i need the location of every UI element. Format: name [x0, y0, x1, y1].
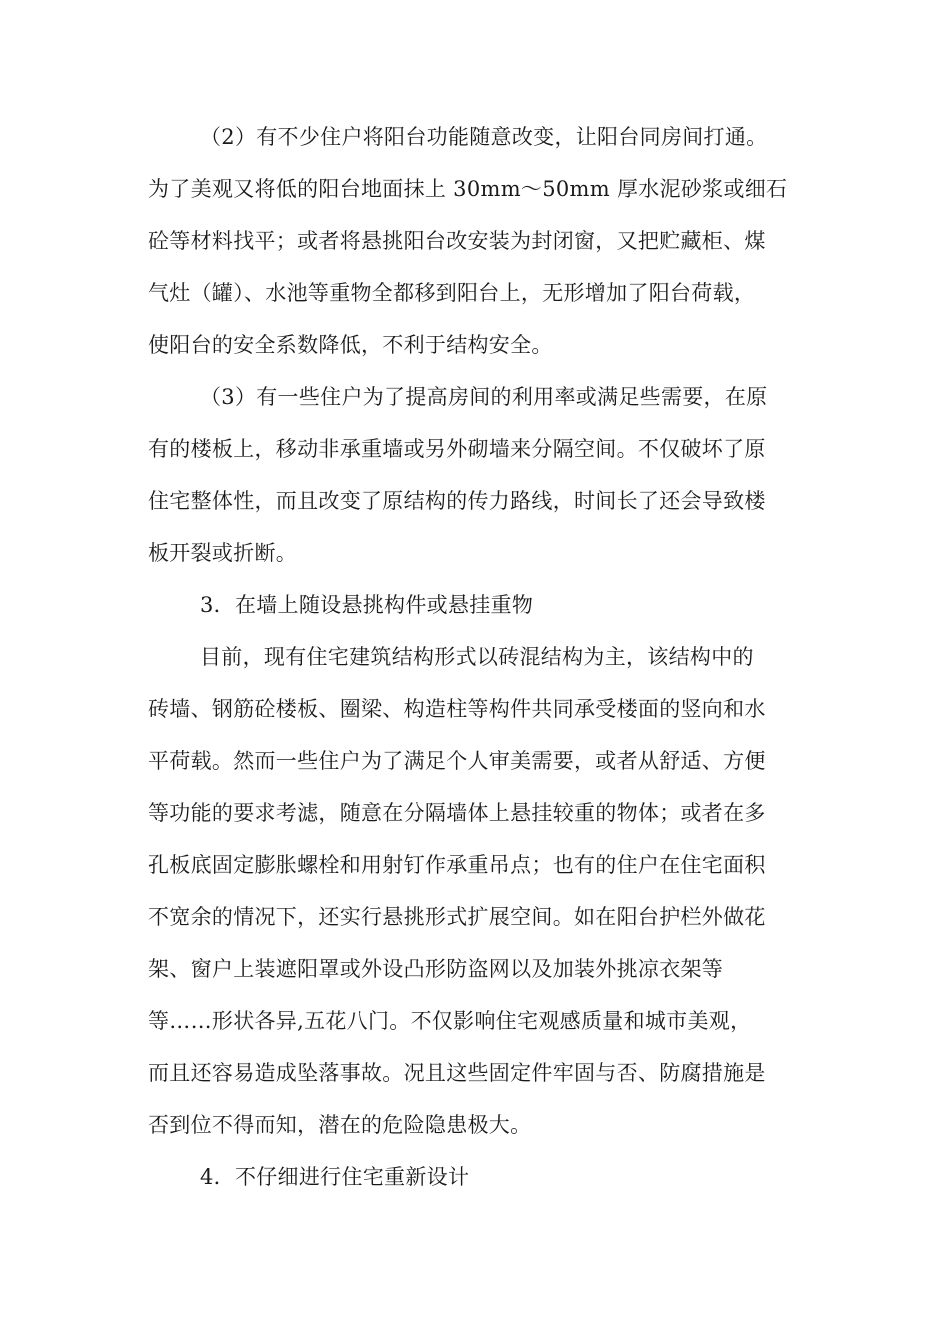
text-line: 砖墙、钢筋砼楼板、圈梁、构造柱等构件共同承受楼面的竖向和水 [148, 697, 766, 721]
text-line: 为了美观又将低的阳台地面抹上 30mm～50mm 厚水泥砂浆或细石 [148, 177, 788, 201]
section-heading: 4．不仔细进行住宅重新设计 [200, 1165, 470, 1189]
text-line: 等……形状各异,五花八门。不仅影响住宅观感质量和城市美观， [148, 1009, 752, 1033]
text-line: 使阳台的安全系数降低，不利于结构安全。 [148, 333, 553, 357]
text-line: 目前，现有住宅建筑结构形式以砖混结构为主，该结构中的 [200, 645, 754, 669]
text-line: 住宅整体性，而且改变了原结构的传力路线，时间长了还会导致楼 [148, 489, 766, 513]
text-line: 否到位不得而知，潜在的危险隐患极大。 [148, 1113, 532, 1137]
section-heading: 3．在墙上随设悬挑构件或悬挂重物 [200, 593, 534, 617]
text-line: 砼等材料找平；或者将悬挑阳台改安装为封闭窗，又把贮藏柜、煤 [148, 229, 766, 253]
text-line: 气灶（罐）、水池等重物全都移到阳台上，无形增加了阳台荷载， [148, 281, 756, 305]
text-line: 不宽余的情况下，还实行悬挑形式扩展空间。如在阳台护栏外做花 [148, 905, 766, 929]
text-line: 平荷载。然而一些住户为了满足个人审美需要，或者从舒适、方便 [148, 749, 766, 773]
text-line: 板开裂或折断。 [148, 541, 298, 565]
text-line: 有的楼板上，移动非承重墙或另外砌墙来分隔空间。不仅破坏了原 [148, 437, 766, 461]
text-line: 而且还容易造成坠落事故。况且这些固定件牢固与否、防腐措施是 [148, 1061, 766, 1085]
text-line: 架、窗户上装遮阳罩或外设凸形防盗网以及加装外挑凉衣架等 [148, 957, 724, 981]
text-line: 孔板底固定膨胀螺栓和用射钉作承重吊点；也有的住户在住宅面积 [148, 853, 766, 877]
text-line: 等功能的要求考滤，随意在分隔墙体上悬挂较重的物体；或者在多 [148, 801, 766, 825]
text-line: （3）有一些住户为了提高房间的利用率或满足些需要，在原 [200, 385, 768, 409]
text-line: （2）有不少住户将阳台功能随意改变，让阳台同房间打通。 [200, 125, 768, 149]
